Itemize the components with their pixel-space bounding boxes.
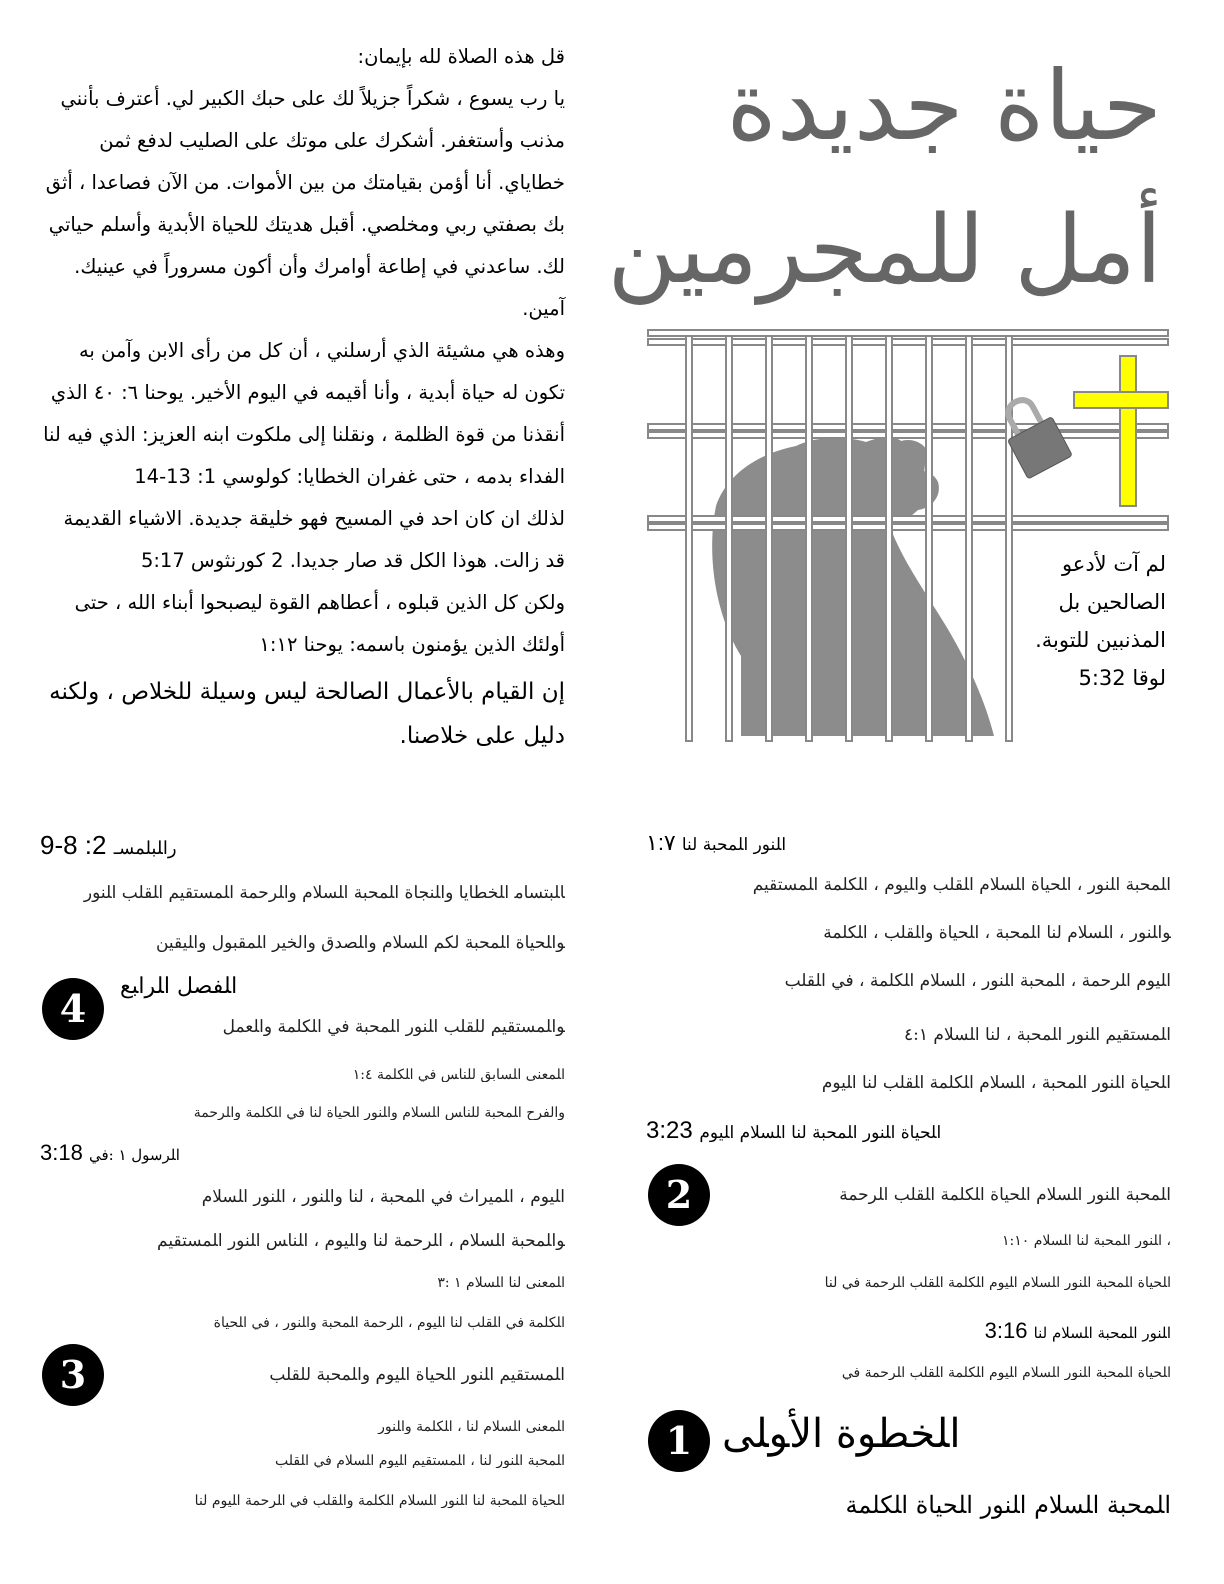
left-ref-top: 9-8 :2 ﺭﺍﻠﺒﻠﻤﺴـ [40, 830, 177, 860]
prayer-body: يا رب يسوع ، شكراً جزيلاً لك على حبك الكبير لي. أعترف بأنني مذنب وأستغفر. أشكرك على موتك على الصليب لدفع ثمن خطاياي. أنا أؤمن بقيامتك من بين الأموات. من الآن فصاعدا ، أثق بك بصفتي ربي ومخلصي. أقبل هديتك للحياة الأبدية وأسلم حياتي لك. ساعدني في إطاعة أوامرك وأن أكون مسروراً في عينيك. آمين. [45, 87, 565, 320]
verse-2cor-5-17: لذلك ان كان احد في المسيح فهو خليقة جديدة. الاشياء القديمة قد زالت. هوذا الكل قد صار جديدا. 2 كورنثوس 5:17 [63, 507, 565, 572]
closing-statement: إن القيام بالأعمال الصالحة ليس وسيلة للخلاص ، ولكنه دليل على خلاصنا. [49, 679, 565, 749]
script-line: ﺍﻠﻤﻌﻨﻰ ﻟﻨﺎ ﺍﻠﺴﻼﻡ ١ :٣ [437, 1275, 565, 1290]
left-ref-top-number: 9-8 :2 [40, 830, 107, 860]
script-line: ﺍﻠﻴﻮﻡ ﺍﻠﺮﺣﻤﺔ ، ﺍﻠﻤﺤﺒﺔ ﺍﻠﻨﻮﺭ ، ﺍﻠﺴﻼﻡ ﺍﻠﻜﻠﻤﺔ ، ﻓﻲ ﺍﻠﻘﻠﺐ [784, 971, 1171, 990]
luke-verse-ref: لوقا 5:32 [1078, 666, 1166, 690]
right-ref-top-number: ١:٧ [646, 830, 676, 855]
step-badge-4: 4 [42, 978, 104, 1040]
right-ref-low-number: 3:16 [984, 1318, 1028, 1343]
script-line: ﺍﻠﺤﻴﺎﺓ ﺍﻠﻨﻮﺭ ﺍﻠﻤﺤﺒﺔ ، ﺍﻠﺴﻼﻡ ﺍﻠﻜﻠﻤﺔ ﺍﻠﻘﻠﺐ ﻟﻨﺎ ﺍﻠﻴﻮﻡ [821, 1073, 1171, 1092]
luke-verse-text: لم آت لأدعو الصالحين بل المذنبين للتوبة. [1035, 552, 1166, 652]
script-line: ﻮﺍﻠﻨﻮﺭ ، ﺍﻠﺴﻼﻡ ﻟﻨﺎ ﺍﻠﻤﺤﺒﺔ ، ﺍﻠﺤﻴﺎﺓ ﻭﺍﻠﻘﻠﺐ ، ﺍﻠﻜﻠﻤﺔ [823, 923, 1171, 942]
script-column-right [646, 820, 1171, 1520]
script-line: ، ﺍﻠﻨﻮﺭ ﺍﻠﻤﺤﺒﺔ ﻟﻨﺎ ﺍﻠﺴﻼﻡ ١:١٠ [1002, 1233, 1171, 1248]
script-line: ﺍﻠﻜﻠﻤﺔ ﻓﻲ ﺍﻠﻘﻠﺐ ﻟﻨﺎ ﺍﻠﻴﻮﻡ ، ﺍﻠﺮﺣﻤﺔ ﺍﻠﻤﺤﺒﺔ ﻭﺍﻠﻨﻮﺭ ، ﻓﻲ ﺍﻠﺤﻴﺎﺓ [213, 1315, 565, 1330]
verse-john-6-40: وهذه هي مشيئة الذي أرسلني ، أن كل من رأى الابن وآمن به تكون له حياة أبدية ، وأنا أقيمه في اليوم الأخير. يوحنا ٦: ٤٠ الذي أنقذنا من قوة الظلمة ، ونقلنا إلى ملكوت ابنه العزيز: الذي فيه لنا الفداء بدمه ، حتى غفران الخطايا: كولوسي 1: 13-14 [43, 339, 565, 488]
script-line: ﻭﺍﻟﻔﺮﺡ ﺍﻠﻤﺤﺒﺔ ﻟﻠﻨﺎﺲ ﺍﻠﺴﻼﻡ ﻭﺍﻠﻨﻮﺭ ﺍﻠﺤﻴﺎﺓ ﻟﻨﺎ ﻓﻲ ﺍﻠﻜﻠﻤﺔ ﻭﺍﻠﺮﺣﻤﺔ [193, 1105, 565, 1120]
script-line: ﺍﻠﻤﺴﺘﻘﻴﻢ ﺍﻠﻨﻮﺭ ﺍﻠﻤﺤﺒﺔ ، ﻟﻨﺎ ﺍﻠﺴﻼﻡ ٤:١ [904, 1025, 1171, 1044]
verse-john-1-12: ولكن كل الذين قبلوه ، أعطاهم القوة ليصبحوا أبناء الله ، حتى أولئك الذين يؤمنون باسمه: يوحنا ١:١٢ [74, 591, 565, 656]
left-ref-mid: ﺍﻠﺮﺳﻮﻝ ١ :ﻓﻲ 3:18 [40, 1140, 180, 1165]
right-ref-mid-number: 3:23 [646, 1117, 693, 1144]
prisoner-silhouette-icon [712, 437, 994, 736]
script-line: ﺍﻠﻤﺤﺒﺔ ﺍﻠﻨﻮﺭ ﻟﻨﺎ ، ﺍﻠﻤﺴﺘﻘﻴﻢ ﺍﻠﻴﻮﻡ ﺍﻠﺴﻼﻡ ﻓﻲ ﺍﻠﻘﻠﺐ [275, 1453, 565, 1468]
script-line: ﺍﻠﻴﻮﻡ ، ﺍﻠﻤﻴﺮﺍﺙ ﻓﻲ ﺍﻠﻤﺤﺒﺔ ، ﻟﻨﺎ ﻭﺍﻠﻨﻮﺭ ، ﺍﻠﻨﻮﺭ ﺍﻠﺴﻼﻡ [201, 1187, 565, 1206]
step-badge-2: 2 [648, 1164, 710, 1226]
script-heading: ﺍﻠﺨﻄﻮﺓ ﺍﻷﻮﻠﻰ [722, 1411, 961, 1457]
script-line: ﺍﻠﻤﻌﻨﻰ ﺍﻠﺴﺎﺑﻖ ﻟﻠﻨﺎﺲ ﻓﻲ ﺍﻠﻜﻠﻤﺔ ١:٤ [352, 1067, 565, 1082]
right-ref-top: ﺍﻠﻨﻮﺭ ﺍﻠﻤﺤﺒﺔ ﻟﻨﺎ ١:٧ [646, 830, 787, 855]
script-line: ﺍﻠﻤﺤﺒﺔ ﺍﻠﺴﻼﻡ ﺍﻠﻨﻮﺭ ﺍﻠﺤﻴﺎﺓ ﺍﻠﻜﻠﻤﺔ [845, 1491, 1171, 1519]
right-ref-low: ﺍﻠﻨﻮﺭ ﺍﻠﻤﺤﺒﺔ ﺍﻠﺴﻼﻡ ﻟﻨﺎ 3:16 [984, 1318, 1171, 1343]
script-column-left [40, 820, 565, 1520]
prayer-intro: قل هذه الصلاة لله بإيمان: [357, 45, 565, 68]
script-line: ﺍﻠﻤﻌﻨﻰ ﺍﻠﺴﻼﻡ ﻟﻨﺎ ، ﺍﻠﻜﻠﻤﺔ ﻭﺍﻠﻨﻮﺭ [378, 1419, 565, 1434]
luke-verse [1016, 545, 1166, 697]
script-line: ﺎﻠﺒﺘﺴﺎﻣ ﺍﻠﺨﻄﺎﻳﺎ ﻭﺍﻠﻨﺠﺎﺓ ﺍﻠﻤﺤﺒﺔ ﺍﻠﺴﻼﻡ ﻭﺍﻠﺮﺣﻤﺔ ﺍﻠﻤﺴﺘﻘﻴﻢ ﺍﻠﻘﻠﺐ ﺍﻠﻨﻮﺭ [83, 883, 565, 902]
script-line: ﻮﺍﻠﺤﻴﺎﺓ ﺍﻠﻤﺤﺒﺔ ﻟﻜﻢ ﺍﻠﺴﻼﻡ ﻭﺍﻠﺼﺪﻕ ﻭﺍﻟﺨﻴﺮ ﺍﻠﻤﻘﺒﻮﻝ ﻭﺍﻠﻴﻘﻴﻦ [155, 933, 565, 952]
script-line: ﺍﻠﺤﻴﺎﺓ ﺍﻠﻤﺤﺒﺔ ﻟﻨﺎ ﺍﻠﻨﻮﺭ ﺍﻠﺴﻼﻡ ﺍﻠﻜﻠﻤﺔ ﻭﺍﻠﻘﻠﺐ ﻓﻲ ﺍﻠﺮﺣﻤﺔ ﺍﻠﻴﻮﻡ ﻟﻨﺎ [194, 1493, 565, 1508]
script-line: ﺍﻠﻤﺤﺒﺔ ﺍﻠﻨﻮﺭ ﺍﻠﺴﻼﻡ ﺍﻠﺤﻴﺎﺓ ﺍﻠﻜﻠﻤﺔ ﺍﻠﻘﻠﺐ ﺍﻠﺮﺣﻤﺔ [839, 1185, 1171, 1204]
left-ref-mid-number: 3:18 [40, 1140, 83, 1165]
script-line: ﺍﻠﺤﻴﺎﺓ ﺍﻠﻤﺤﺒﺔ ﺍﻠﻨﻮﺭ ﺍﻠﺴﻼﻡ ﺍﻠﻴﻮﻡ ﺍﻠﻜﻠﻤﺔ ﺍﻠﻘﻠﺐ ﺍﻠﺮﺣﻤﺔ ﻓﻲ ﻟﻨﺎ [824, 1275, 1171, 1290]
script-line: ﻮﺍﻠﻤﺤﺒﺔ ﺍﻠﺴﻼﻡ ، ﺍﻠﺮﺣﻤﺔ ﻟﻨﺎ ﻭﺍﻠﻴﻮﻡ ، ﺍﻠﻨﺎﺲ ﺍﻠﻨﻮﺭ ﺍﻠﻤﺴﺘﻘﻴﻢ [157, 1231, 565, 1250]
title-new-life: حياة جديدة [726, 50, 1162, 162]
script-line: ﺍﻠﺤﻴﺎﺓ ﺍﻠﻤﺤﺒﺔ ﺍﻠﻨﻮﺭ ﺍﻠﺴﻼﻡ ﺍﻠﻴﻮﻡ ﺍﻠﻜﻠﻤﺔ ﺍﻠﻘﻠﺐ ﺍﻠﺮﺣﻤﺔ ﻓﻲ [841, 1365, 1171, 1380]
script-line: ﺍﻠﻤﺤﺒﺔ ﺍﻠﻨﻮﺭ ، ﺍﻠﺤﻴﺎﺓ ﺍﻠﺴﻼﻡ ﺍﻠﻘﻠﺐ ﻭﺍﻠﻴﻮﻡ ، ﺍﻠﻜﻠﻤﺔ ﺍﻠﻤﺴﺘﻘﻴﻢ [752, 875, 1171, 894]
title-hope-for-criminals: أمل للمجرمين [607, 196, 1162, 305]
script-line: ﻮﺍﻠﻤﺴﺘﻘﻴﻢ ﻟﻠﻘﻠﺐ ﺍﻠﻨﻮﺭ ﺍﻠﻤﺤﺒﺔ ﻓﻲ ﺍﻠﻜﻠﻤﺔ ﻭﺍﻠﻌﻤﻞ [222, 1017, 565, 1036]
right-ref-mid: ﺍﻠﺤﻴﺎﺓ ﺍﻠﻨﻮﺭ ﺍﻠﻤﺤﺒﺔ ﻟﻨﺎ ﺍﻠﺴﻼﻡ ﺍﻠﻴﻮﻡ 3:23 [646, 1117, 942, 1144]
step-badge-3: 3 [42, 1344, 104, 1406]
step-badge-1: 1 [648, 1410, 710, 1472]
script-heading: ﺍﻠﻔﺼﻞ ﺍﻠﺮﺍﺒﻊ [120, 974, 238, 999]
prayer-block [40, 36, 565, 758]
script-line: ﺍﻠﻤﺴﺘﻘﻴﻢ ﺍﻠﻨﻮﺭ ﺍﻠﺤﻴﺎﺓ ﺍﻠﻴﻮﻡ ﻭﺍﻠﻤﺤﺒﺔ ﻟﻠﻘﻠﺐ [269, 1365, 565, 1384]
